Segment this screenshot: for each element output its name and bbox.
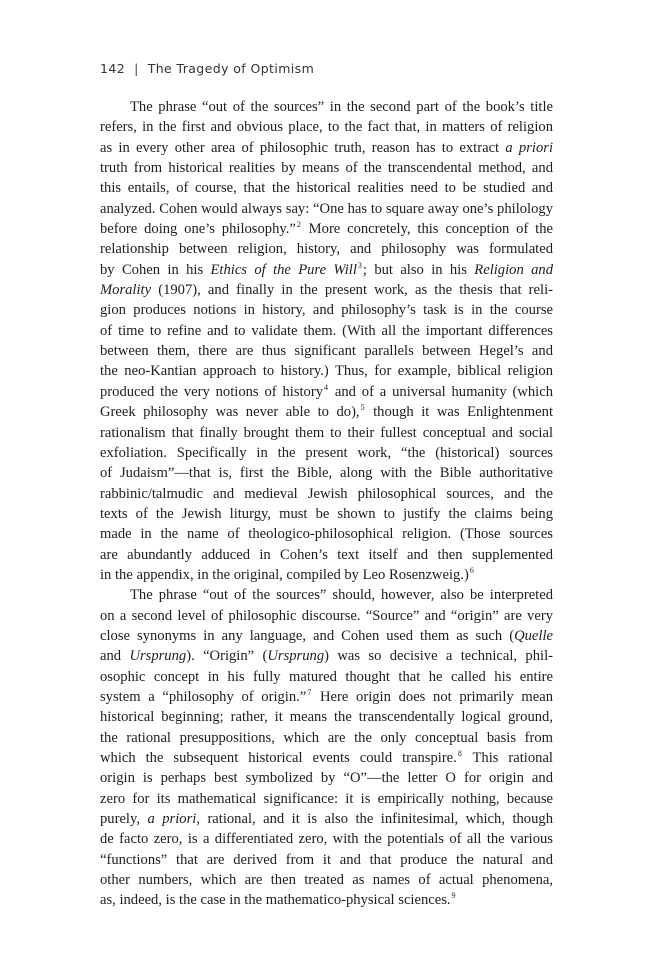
text-run: produced the very notions of history — [100, 383, 324, 400]
text-line — [100, 809, 553, 829]
text-run: de facto zero, is a differentiated zero, with the potentials of all the various — [100, 831, 553, 848]
italic-text: Morality — [100, 282, 152, 299]
text-line — [100, 97, 553, 117]
text-run: on a second level of philosophic discourse. “Source” and “origin” are very — [100, 607, 553, 624]
text-run: analyzed. Cohen would always say: “One has to square away one’s philology — [100, 200, 553, 217]
footnote-marker: 6 — [469, 565, 474, 575]
body-text — [100, 97, 553, 911]
italic-text: a priori — [147, 811, 197, 828]
footnote-marker: 4 — [324, 382, 329, 392]
text-line — [100, 423, 553, 443]
text-run: exfoliation. Specifically in the present work, “the (historical) sources — [100, 444, 553, 461]
text-line — [100, 463, 553, 483]
text-run: though it was Enlightenment — [365, 404, 553, 421]
text-run: More concretely, this conception of the — [301, 221, 553, 238]
text-run: truth from historical realities by means of the transcendental method, and — [100, 160, 553, 177]
text-line — [100, 239, 553, 259]
italic-text: Ethics of the Pure Will — [210, 261, 357, 278]
text-run: system a “philosophy of origin.” — [100, 688, 307, 705]
text-run: rabbinic/talmudic and medieval Jewish philosophical sources, and the — [100, 485, 553, 502]
text-run: osophic concept in his fully matured thought that he called his entire — [100, 668, 553, 685]
text-run: made in the name of theologico-philosophical religion. (Those sources — [100, 526, 553, 543]
text-line — [100, 280, 553, 300]
book-title: The Tragedy of Optimism — [147, 61, 315, 76]
page-number: 142 — [100, 61, 126, 76]
text-run: historical beginning; rather, it means the transcendentally logical ground, — [100, 709, 553, 726]
text-run: rationalism that finally brought them to their fullest conceptual and social — [100, 424, 553, 441]
text-line — [100, 707, 553, 727]
text-line — [100, 545, 553, 565]
text-line — [100, 178, 553, 198]
footnote-marker: 2 — [296, 220, 301, 230]
text-line — [100, 300, 553, 320]
text-line — [100, 504, 553, 524]
footnote-marker: 8 — [457, 749, 462, 758]
text-line — [100, 199, 553, 219]
text-run: The phrase “out of the sources” in the second part of the book’s title — [130, 99, 553, 115]
italic-text: Ursprung — [129, 648, 187, 665]
text-run: (1907), and finally in the present work, as the thesis that reli- — [151, 282, 553, 299]
text-run: between them, there are thus significant parallels between Hegel’s and — [100, 343, 553, 360]
text-line — [100, 341, 553, 361]
text-line — [100, 850, 553, 870]
text-run: as, indeed, is the case in the mathematico-physical sciences. — [100, 892, 451, 909]
footnote-marker: 5 — [360, 403, 365, 413]
text-line — [100, 606, 553, 626]
text-run: The phrase “out of the sources” should, however, also be interpreted — [130, 587, 553, 604]
footnote-marker: 9 — [451, 891, 456, 901]
text-line — [100, 260, 553, 280]
text-run: origin is perhaps best symbolized by “O”—the letter O for origin and — [100, 770, 553, 787]
text-line — [100, 219, 553, 239]
text-run: the neo-Kantian approach to history.) Thus, for example, biblical religion — [100, 363, 553, 380]
text-run: Greek philosophy was never able to do), — [100, 404, 360, 421]
footnote-marker: 3 — [357, 260, 362, 270]
text-run: which the subsequent historical events could transpire. — [100, 750, 457, 766]
text-line — [100, 484, 553, 504]
text-run: as in every other area of philosophic truth, reason has to extract — [100, 139, 506, 156]
text-line — [100, 117, 553, 137]
footnote-marker: 7 — [307, 687, 312, 697]
text-run: close synonyms in any language, and Cohen used them as such ( — [100, 627, 515, 644]
text-line — [100, 728, 553, 748]
text-line — [100, 524, 553, 544]
text-run: zero for its mathematical significance: it is empirically nothing, because — [100, 790, 553, 807]
text-run: of Judaism”—that is, first the Bible, along with the Bible authoritative — [100, 465, 553, 482]
text-run: This rational — [462, 750, 553, 766]
text-line — [100, 667, 553, 687]
text-run: ; but also in his — [362, 261, 475, 278]
text-run: of time to refine and to validate them. (With all the important differences — [100, 322, 553, 339]
text-run: and of a universal humanity (which — [329, 383, 553, 400]
text-line — [100, 890, 553, 910]
italic-text: Ursprung — [267, 648, 325, 665]
text-line — [100, 789, 553, 809]
text-run: “functions” that are derived from it and that produce the natural and — [100, 851, 553, 868]
text-run: gion produces notions in history, and philosophy’s task is in the course — [100, 302, 553, 319]
text-line — [100, 565, 553, 585]
paragraph — [100, 585, 553, 911]
text-run: other numbers, which are then treated as names of actual phenomena, — [100, 872, 553, 889]
text-line — [100, 748, 553, 768]
text-run: before doing one’s philosophy.” — [100, 221, 296, 238]
text-line — [100, 382, 553, 402]
running-head-separator: | — [134, 61, 139, 76]
text-line — [100, 361, 553, 381]
text-line — [100, 626, 553, 646]
text-line — [100, 687, 553, 707]
text-run: by Cohen in his — [100, 261, 211, 278]
text-line — [100, 138, 553, 158]
text-run: and — [100, 648, 130, 665]
text-run: the rational presuppositions, which are the only conceptual basis from — [100, 729, 553, 746]
text-run: relationship between religion, history, and philosophy was formulated — [100, 241, 553, 258]
text-line — [100, 870, 553, 890]
text-run: are abundantly adduced in Cohen’s text itself and then supplemented — [100, 546, 553, 563]
text-run: texts of the Jewish liturgy, must be shown to justify the claims being — [100, 505, 553, 522]
text-line — [100, 321, 553, 341]
text-line — [100, 768, 553, 788]
text-line — [100, 646, 553, 666]
text-run: ) was so decisive a technical, phil- — [324, 648, 553, 665]
text-run: Here origin does not primarily mean — [312, 688, 553, 705]
text-line — [100, 443, 553, 463]
text-run: refers, in the first and obvious place, to the fact that, in matters of religion — [100, 119, 553, 136]
running-head — [100, 61, 314, 76]
italic-text: Religion and — [474, 261, 553, 278]
text-line — [100, 158, 553, 178]
text-run: , rational, and it is also the infinitesimal, which, though — [196, 811, 553, 828]
text-run: in the appendix, in the original, compiled by Leo Rosenzweig.) — [100, 566, 469, 583]
text-line — [100, 402, 553, 422]
text-run: purely, — [100, 811, 148, 828]
text-run: this entails, of course, that the historical realities need to be studied and — [100, 180, 553, 197]
text-line — [100, 829, 553, 849]
italic-text: a priori — [505, 139, 553, 156]
paragraph — [100, 97, 553, 585]
italic-text: Quelle — [514, 627, 553, 644]
text-line — [100, 585, 553, 605]
text-run: ). “Origin” ( — [186, 648, 268, 665]
